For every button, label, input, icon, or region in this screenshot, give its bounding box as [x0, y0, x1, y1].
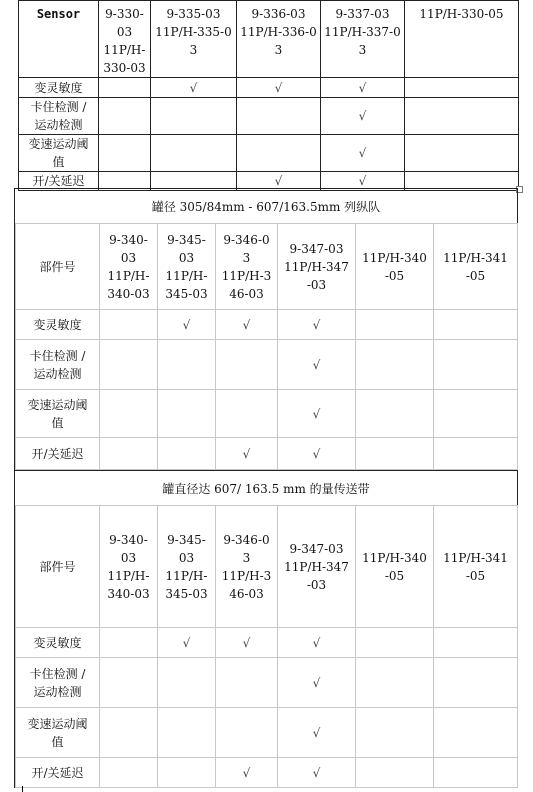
- check-cell: [321, 98, 405, 135]
- check-cell: [216, 438, 278, 470]
- header-cell: 9-340- 03 11P/H- 340-03: [100, 506, 158, 628]
- check-cell: [158, 758, 216, 788]
- check-cell: [158, 658, 216, 708]
- table-row: [19, 135, 519, 172]
- header-cell: 11P/H-340 -05: [356, 506, 434, 628]
- check-cell: [158, 340, 216, 390]
- check-mark: √: [312, 357, 321, 372]
- check-cell: [356, 708, 434, 758]
- conveyor-table: [15, 505, 518, 788]
- check-cell: [100, 310, 158, 340]
- check-cell: [356, 390, 434, 438]
- check-mark: √: [274, 174, 283, 188]
- check-cell: [278, 758, 356, 788]
- check-cell: [99, 98, 151, 135]
- header-cell: 9-330- 03 11P/H- 330-03: [99, 1, 151, 78]
- check-cell: [434, 310, 518, 340]
- table-header-row: [16, 506, 518, 628]
- row-label: 开/关延迟: [16, 758, 100, 788]
- check-cell: [356, 310, 434, 340]
- header-cell: 11P/H-340 -05: [356, 224, 434, 310]
- row-label: 卡住检测 / 运动检测: [16, 340, 100, 390]
- row-label: 开/关延迟: [19, 172, 99, 191]
- check-mark: √: [182, 635, 191, 650]
- check-mark: √: [182, 317, 191, 332]
- check-mark: √: [242, 765, 251, 780]
- check-cell: [278, 390, 356, 438]
- check-cell: [216, 310, 278, 340]
- check-cell: [278, 708, 356, 758]
- check-mark: √: [312, 675, 321, 690]
- row-label: 卡住检测 / 运动检测: [16, 658, 100, 708]
- header-cell: 9-345- 03 11P/H- 345-03: [158, 224, 216, 310]
- header-cell: 9-347-03 11P/H-347 -03: [278, 224, 356, 310]
- check-cell: [405, 135, 519, 172]
- check-cell: [216, 758, 278, 788]
- table-title: 罐直径达 607/ 163.5 mm 的量传送带: [15, 471, 517, 506]
- row-label: 变速运动阈 值: [19, 135, 99, 172]
- table-row: [19, 98, 519, 135]
- check-cell: [216, 340, 278, 390]
- check-mark: √: [312, 446, 321, 461]
- check-cell: [216, 390, 278, 438]
- header-cell: 11P/H-341 -05: [434, 506, 518, 628]
- check-cell: [100, 628, 158, 658]
- check-mark: √: [242, 635, 251, 650]
- check-mark: √: [242, 446, 251, 461]
- table-row: [16, 390, 518, 438]
- check-cell: [434, 658, 518, 708]
- header-cell: 11P/H-330-05: [405, 1, 519, 78]
- check-cell: [356, 658, 434, 708]
- header-cell: 9-337-03 11P/H-337-0 3: [321, 1, 405, 78]
- row-label: 变速运动阈 值: [16, 708, 100, 758]
- check-mark: √: [312, 317, 321, 332]
- conveyor-table-block: [14, 470, 518, 788]
- table-row: [16, 628, 518, 658]
- check-cell: [434, 390, 518, 438]
- check-cell: [356, 340, 434, 390]
- check-cell: [216, 628, 278, 658]
- check-cell: [278, 310, 356, 340]
- header-cell: 9-346-0 3 11P/H-3 46-03: [216, 506, 278, 628]
- column-queue-table: [15, 223, 518, 470]
- header-cell: 9-347-03 11P/H-347 -03: [278, 506, 356, 628]
- check-cell: [321, 78, 405, 98]
- check-mark: √: [312, 406, 321, 421]
- table-row: [16, 310, 518, 340]
- check-cell: [158, 438, 216, 470]
- check-cell: [100, 708, 158, 758]
- check-cell: [100, 658, 158, 708]
- check-mark: √: [312, 725, 321, 740]
- table-row: [16, 658, 518, 708]
- check-mark: √: [358, 174, 367, 188]
- check-mark: √: [189, 80, 198, 95]
- check-cell: [434, 628, 518, 658]
- check-cell: [151, 78, 237, 98]
- row-label: 变灵敏度: [19, 78, 99, 98]
- check-cell: [405, 98, 519, 135]
- table-header-row: [16, 224, 518, 310]
- row-label: 卡住检测 / 运动检测: [19, 98, 99, 135]
- check-cell: [278, 340, 356, 390]
- check-cell: [237, 135, 321, 172]
- check-cell: [356, 438, 434, 470]
- table-title: 罐径 305/84mm - 607/163.5mm 列纵队: [15, 189, 517, 224]
- table-row: [16, 438, 518, 470]
- check-cell: [434, 340, 518, 390]
- check-cell: [434, 708, 518, 758]
- check-cell: [158, 628, 216, 658]
- sensor-label: Sensor: [36, 7, 81, 21]
- table-row: [16, 758, 518, 788]
- check-cell: [99, 135, 151, 172]
- text-cursor: [22, 786, 23, 792]
- header-cell: 11P/H-341 -05: [434, 224, 518, 310]
- check-mark: √: [358, 146, 367, 160]
- check-cell: [99, 78, 151, 98]
- header-cell-corner: 部件号: [16, 224, 100, 310]
- table-row: [16, 708, 518, 758]
- check-mark: √: [312, 635, 321, 650]
- check-cell: [216, 658, 278, 708]
- check-mark: √: [312, 765, 321, 780]
- check-cell: [237, 98, 321, 135]
- check-mark: √: [242, 317, 251, 332]
- check-cell: [278, 658, 356, 708]
- check-cell: [100, 340, 158, 390]
- header-cell-corner: 部件号: [16, 506, 100, 628]
- check-cell: [237, 78, 321, 98]
- row-label: 变速运动阈 值: [16, 390, 100, 438]
- row-label: 变灵敏度: [16, 628, 100, 658]
- check-cell: [321, 135, 405, 172]
- header-cell: 9-336-03 11P/H-336-0 3: [237, 1, 321, 78]
- check-cell: [151, 135, 237, 172]
- header-cell: 9-335-03 11P/H-335-0 3: [151, 1, 237, 78]
- header-cell-corner: [19, 1, 99, 78]
- check-cell: [434, 758, 518, 788]
- table-row: [19, 78, 519, 98]
- check-cell: [100, 758, 158, 788]
- check-cell: [100, 390, 158, 438]
- check-cell: [278, 438, 356, 470]
- table-header-row: [19, 1, 519, 78]
- check-cell: [216, 708, 278, 758]
- check-cell: [100, 438, 158, 470]
- check-mark: √: [274, 80, 283, 95]
- check-cell: [356, 758, 434, 788]
- check-cell: [356, 628, 434, 658]
- check-cell: [278, 628, 356, 658]
- check-mark: √: [358, 80, 367, 95]
- sensor-table: [18, 0, 519, 191]
- row-label: 开/关延迟: [16, 438, 100, 470]
- column-queue-table-block: [14, 188, 518, 470]
- check-cell: [434, 438, 518, 470]
- check-cell: [405, 78, 519, 98]
- check-cell: [158, 708, 216, 758]
- header-cell: 9-345- 03 11P/H- 345-03: [158, 506, 216, 628]
- check-cell: [158, 390, 216, 438]
- check-cell: [158, 310, 216, 340]
- header-cell: 9-346-0 3 11P/H-3 46-03: [216, 224, 278, 310]
- table-row: [16, 340, 518, 390]
- header-cell: 9-340- 03 11P/H- 340-03: [100, 224, 158, 310]
- check-mark: √: [358, 109, 367, 123]
- check-cell: [151, 98, 237, 135]
- row-label: 变灵敏度: [16, 310, 100, 340]
